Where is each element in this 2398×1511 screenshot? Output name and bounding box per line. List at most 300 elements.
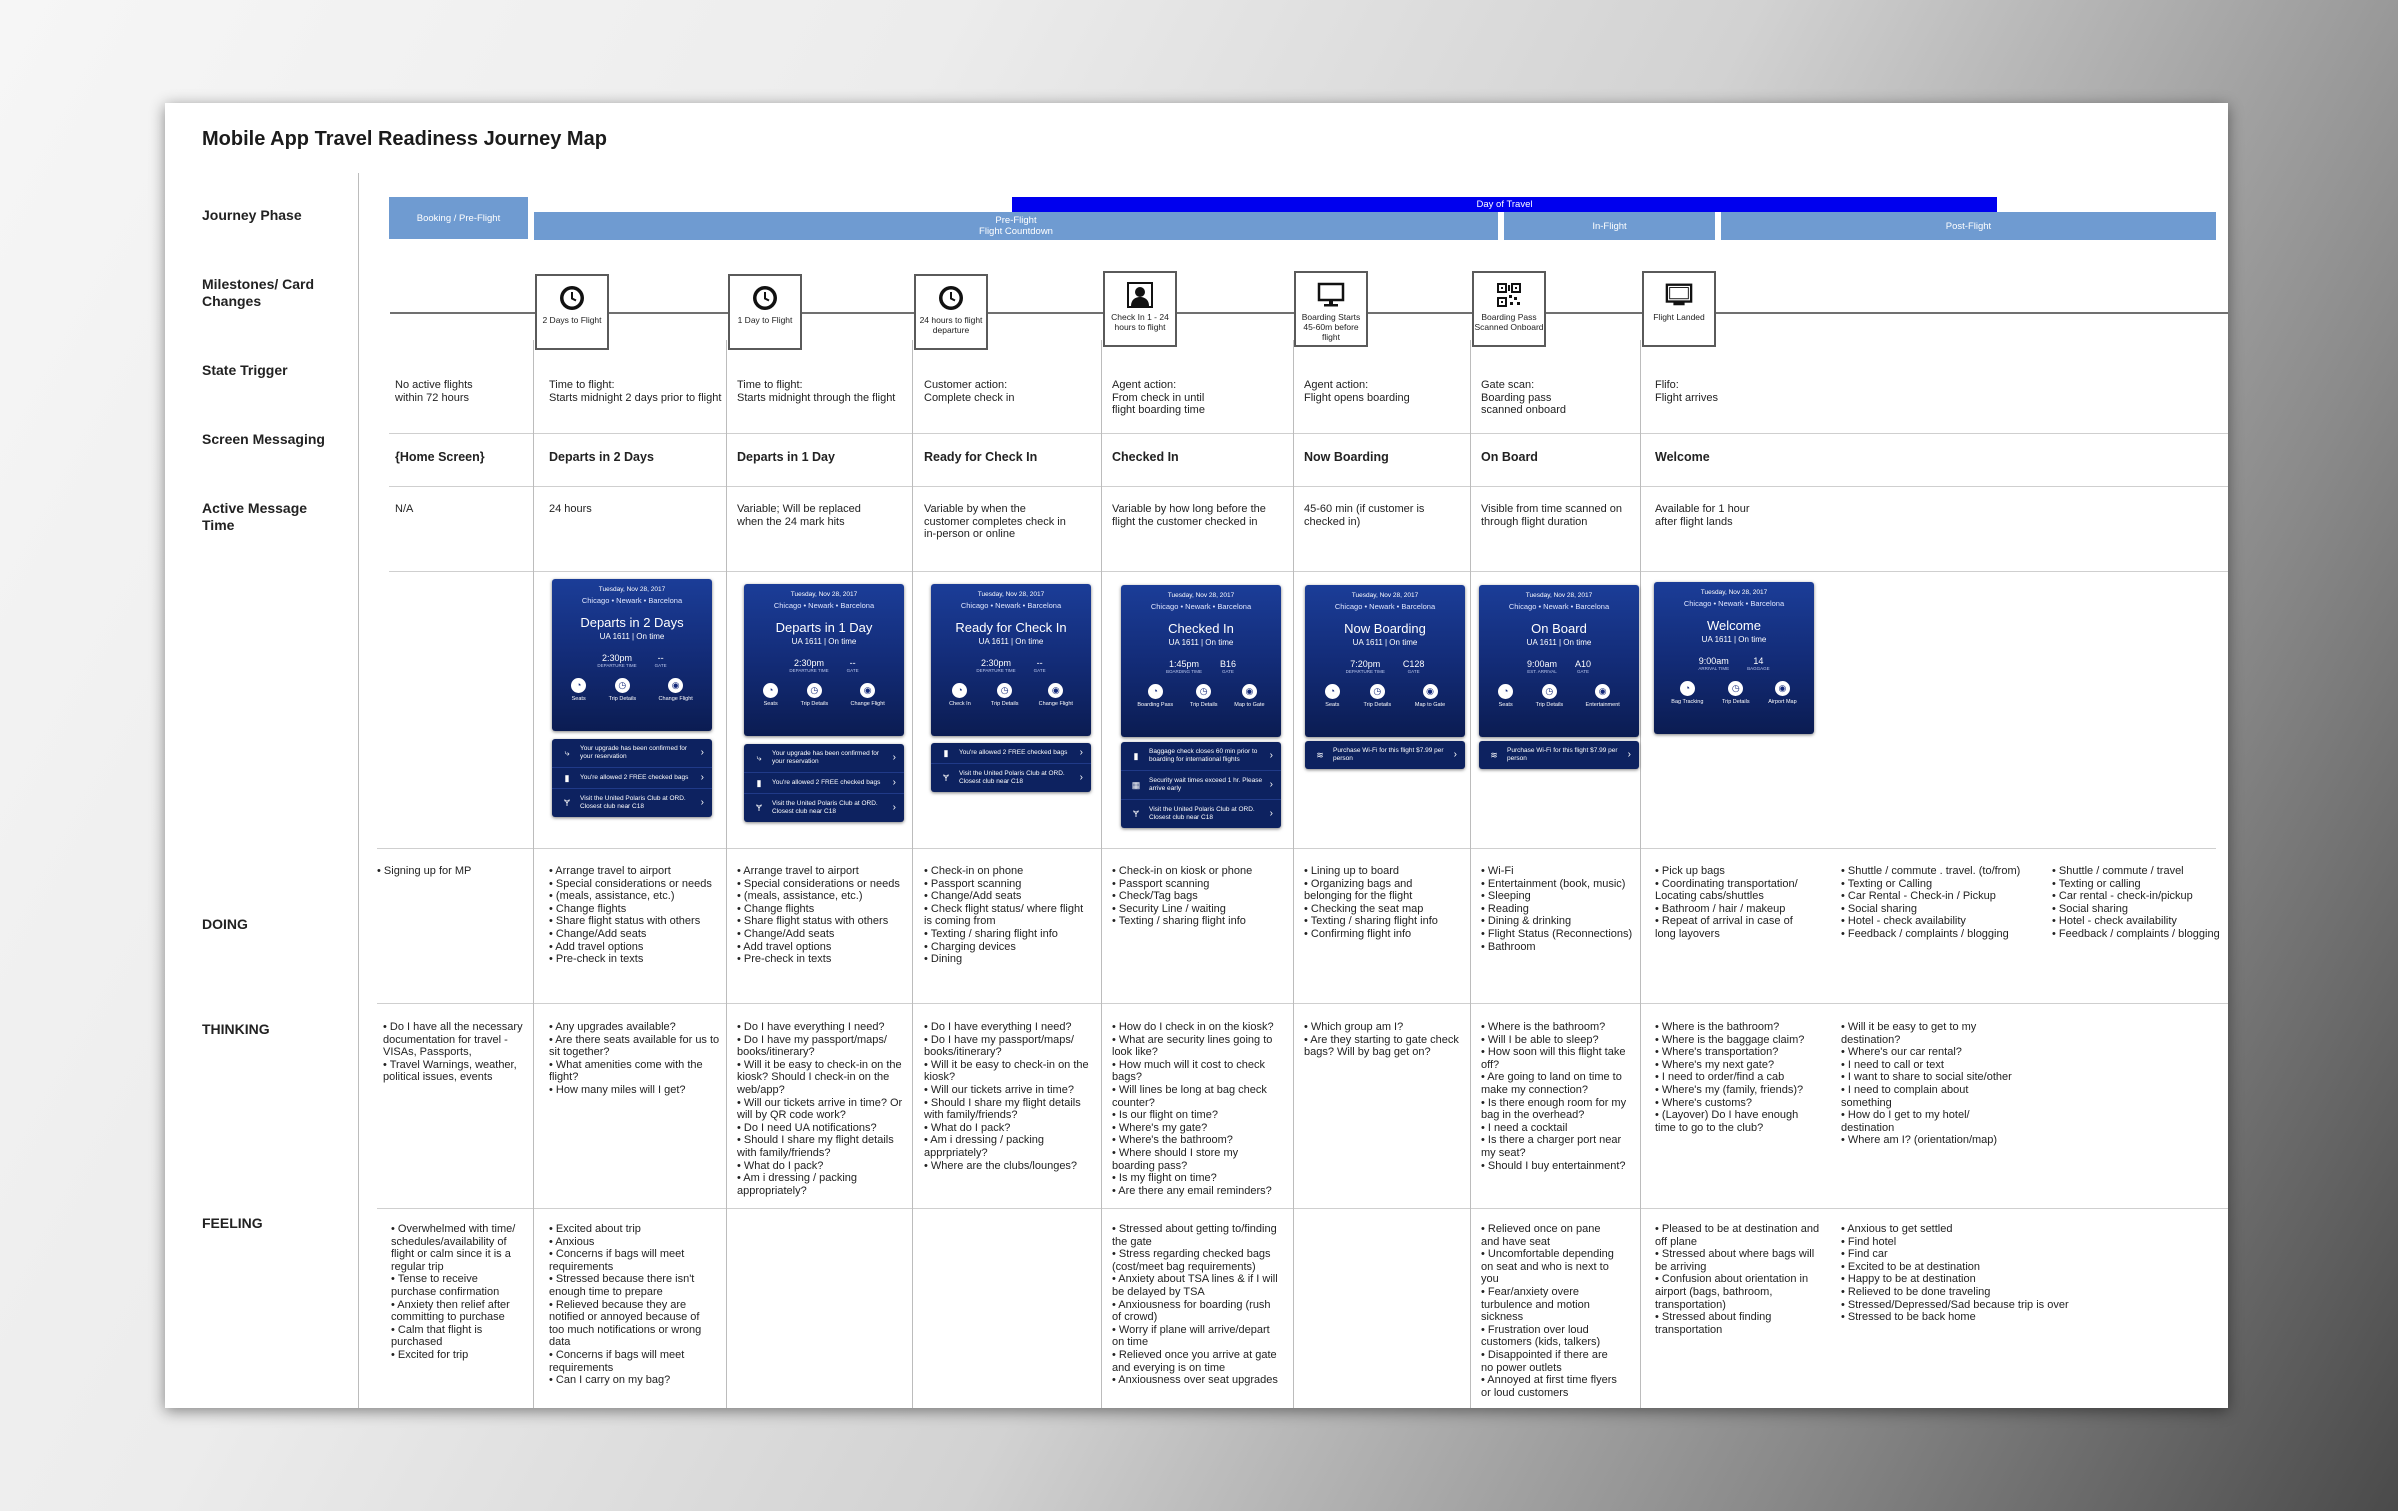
grid-line	[389, 433, 2228, 434]
phone-action-button[interactable]	[1498, 684, 1513, 708]
phone-date: Tuesday, Nov 28, 2017	[1525, 592, 1593, 599]
milestone-1-day	[728, 274, 802, 350]
label-screen-messaging: Screen Messaging	[202, 431, 325, 447]
phone-gate-label: GATE	[1577, 669, 1589, 674]
chevron-right-icon: ›	[1269, 750, 1273, 761]
phone-route: Chicago • Newark • Barcelona	[960, 601, 1062, 610]
phone-route: Chicago • Newark • Barcelona	[581, 596, 683, 605]
phone-time-value: 9:00am	[1698, 656, 1729, 666]
state-trigger-boarding: Agent action: Flight opens boarding	[1304, 379, 1410, 404]
phone-action-button[interactable]	[801, 683, 829, 707]
phone-action-icon: ◷	[807, 683, 822, 698]
phone-time-block	[1346, 659, 1385, 674]
milestone-label: Boarding Starts 45-60m before flight	[1301, 312, 1361, 342]
chevron-right-icon: ›	[1453, 749, 1457, 760]
milestone-label: 1 Day to Flight	[737, 315, 793, 325]
phone-gate-value: 14	[1753, 656, 1764, 666]
thinking-check-in: • Do I have everything I need? • Do I have my passport/maps/ books/itinerary? • Will it be easy to check-in on the kiosk? • Will our tickets arrive in time? • Should I share my flight details with family/friends? • What do I pack? • Am i dressing / packing apprpriately? • Where are the clubs/lounges?	[924, 1021, 1089, 1172]
doing-1-day: • Arrange travel to airport • Special considerations or needs • (meals, assistance, etc.) • Change flights • Share flight status with others • Change/Add seats • Add travel options • Pre-check in texts	[737, 865, 900, 966]
phone-action-label: Trip Details	[800, 701, 829, 707]
info-card-row[interactable]	[931, 743, 1091, 764]
thinking-1-day: • Do I have everything I need? • Do I have my passport/maps/ books/itinerary? • Will it be easy to check-in on the kiosk? Should I check-in on the web/app? • Will our tickets arrive in time? Or will by QR code work? • Do I need UA notifications? • Should I share my flight details with family/friends? • What do I pack? • Am i dressing / packing appropriately?	[737, 1021, 903, 1197]
phone-info-cards	[931, 743, 1091, 792]
info-card-row[interactable]	[931, 764, 1091, 792]
phone-status: Welcome	[1707, 618, 1761, 633]
phone-action-button[interactable]	[1137, 684, 1173, 708]
phone-action-label: Map to Gate	[1234, 702, 1265, 708]
feeling-2-days: • Excited about trip • Anxious • Concerns if bags will meet requirements • Stressed because there isn't enough time to prepare • Relieved because they are notified or annoyed because of too much notifications or wrong data • Concerns if bags will meet requirements • Can I carry on my bag?	[549, 1223, 702, 1387]
phone-gate-block	[847, 658, 859, 673]
phone-time-label: DEPARTURE TIME	[789, 668, 829, 673]
milestone-label: Flight Landed	[1653, 312, 1705, 322]
label-milestones: Milestones/ Card Changes	[202, 276, 315, 309]
phone-action-icon: ◷	[1728, 681, 1743, 696]
phone-action-icon: ◉	[1775, 681, 1790, 696]
chevron-right-icon: ›	[892, 802, 896, 813]
screen-message-home: {Home Screen}	[395, 450, 485, 464]
phone-action-button[interactable]	[1722, 681, 1750, 705]
thinking-on-board: • Where is the bathroom? • Will I be able to sleep? • How soon will this flight take off? • Are going to land on time to make my connection? • Is there enough room for my bag in the overhead? • I need a cocktail • Is there a charger port near my seat? • Should I buy entertainment?	[1481, 1021, 1627, 1172]
screen-message-checked-in: Checked In	[1112, 450, 1179, 464]
phone-date: Tuesday, Nov 28, 2017	[1167, 592, 1235, 599]
seat-icon: ⤷	[564, 748, 570, 758]
doing-post-flight-1: • Shuttle / commute . travel. (to/from) • Texting or Calling • Car Rental - Check-in / Pickup • Social sharing • Hotel - check availability • Feedback / complaints / blogging	[1841, 865, 2021, 940]
phone-action-button[interactable]	[949, 683, 971, 707]
phone-gate-block	[655, 653, 667, 668]
phase-pre-flight	[534, 212, 1498, 240]
info-card-row[interactable]	[1121, 771, 1281, 800]
phone-flight: UA 1611 | On time	[791, 637, 857, 646]
phone-action-button[interactable]	[1536, 684, 1564, 708]
phone-info-cards	[1121, 742, 1281, 828]
doing-post-flight-2: • Shuttle / commute / travel • Texting or calling • Car rental - check-in/pickup • Social sharing • Hotel - check availability • Feedback / complaints / blogging	[2052, 865, 2220, 940]
column-divider	[1101, 340, 1102, 1408]
active-time-boarding: 45-60 min (if customer is checked in)	[1304, 503, 1425, 528]
phase-booking-label: Booking / Pre-Flight	[416, 212, 501, 224]
column-divider	[1293, 340, 1294, 1408]
phone-action-icon: ◔	[1498, 684, 1513, 699]
info-card-text: Visit the United Polaris Club at ORD. Closest club near C18	[959, 770, 1065, 785]
phone-flight: UA 1611 | On time	[1352, 638, 1418, 647]
phone-action-button[interactable]	[609, 678, 637, 702]
phone-route: Chicago • Newark • Barcelona	[1150, 602, 1252, 611]
phone-action-button[interactable]	[1190, 684, 1218, 708]
phone-status: On Board	[1531, 621, 1587, 636]
phone-action-button[interactable]	[1768, 681, 1796, 705]
display-icon	[1665, 281, 1693, 309]
phone-gate-block	[1747, 656, 1770, 671]
info-card-row[interactable]	[1121, 742, 1281, 771]
phone-screen	[1654, 582, 1814, 734]
phone-screen	[931, 584, 1091, 736]
phone-flight: UA 1611 | On time	[1526, 638, 1592, 647]
feeling-booking: • Overwhelmed with time/ schedules/availability of flight or calm since it is a regular trip • Tense to receive purchase confirmation • Anxiety then relief after committing to purchase • Calm that flight is purchased • Excited for trip	[391, 1223, 516, 1361]
phone-gate-value: --	[1036, 658, 1043, 668]
info-card-row[interactable]	[1479, 741, 1639, 769]
doing-checked-in: • Check-in on kiosk or phone • Passport scanning • Check/Tag bags • Security Line / waiting • Texting / sharing flight info	[1112, 865, 1253, 928]
phone-status: Now Boarding	[1344, 621, 1426, 636]
bag-icon: ▮	[1133, 751, 1139, 761]
wifi-icon: ≋	[1490, 750, 1498, 760]
phone-action-label: Seats	[763, 701, 778, 707]
info-card-row[interactable]	[1305, 741, 1465, 769]
phone-action-icon: ◔	[571, 678, 586, 693]
chevron-right-icon: ›	[1269, 779, 1273, 790]
phone-action-button[interactable]	[1325, 684, 1340, 708]
phone-date: Tuesday, Nov 28, 2017	[598, 586, 666, 593]
active-time-check-in: Variable by when the customer completes check in in-person or online	[924, 503, 1066, 541]
screen-message-on-board: On Board	[1481, 450, 1538, 464]
agent-icon	[1126, 281, 1154, 309]
phone-action-label: Trip Details	[1535, 702, 1564, 708]
column-divider	[912, 340, 913, 1408]
phone-route: Chicago • Newark • Barcelona	[773, 601, 875, 610]
thinking-welcome: • Where is the bathroom? • Where is the baggage claim? • Where's transportation? • Where's my next gate? • I need to order/find a cab • Where's my (family, friends)? • Where's customs? • (Layover) Do I have enough time to go to the club?	[1655, 1021, 1805, 1134]
phone-flight: UA 1611 | On time	[599, 632, 665, 641]
phone-action-label: Trip Details	[990, 701, 1019, 707]
info-card-row[interactable]	[552, 768, 712, 789]
doing-welcome: • Pick up bags • Coordinating transportation/ Locating cabs/shuttles • Bathroom / hair / makeup • Repeat of arrival in case of long layovers	[1655, 865, 1798, 940]
phone-time-label: DEPARTURE TIME	[1345, 669, 1385, 674]
phone-action-button[interactable]	[1586, 684, 1620, 708]
info-card-text: Your upgrade has been confirmed for your reservation	[580, 745, 688, 760]
phone-action-button[interactable]	[659, 678, 693, 702]
phone-action-icon: ◉	[1595, 684, 1610, 699]
phone-route: Chicago • Newark • Barcelona	[1508, 602, 1610, 611]
phone-gate-label: GATE	[846, 668, 859, 673]
column-divider	[1470, 340, 1471, 1408]
active-time-on-board: Visible from time scanned on through flight duration	[1481, 503, 1623, 528]
active-time-welcome: Available for 1 hour after flight lands	[1655, 503, 1750, 528]
phone-action-icon: ◷	[997, 683, 1012, 698]
phone-action-icon: ◔	[1680, 681, 1695, 696]
phone-action-icon: ◷	[1196, 684, 1211, 699]
milestone-flight-landed	[1642, 271, 1716, 347]
column-divider	[1640, 340, 1641, 1408]
phone-time-value: 2:30pm	[794, 658, 825, 668]
phone-route: Chicago • Newark • Barcelona	[1683, 599, 1785, 608]
milestone-24-hours	[914, 274, 988, 350]
phone-time-block	[1698, 656, 1729, 671]
phone-action-icon: ◉	[860, 683, 875, 698]
thinking-2-days: • Any upgrades available? • Are there seats available for us to sit together? • What amenities come with the flight? • How many miles will I get?	[549, 1021, 720, 1096]
phase-booking	[389, 197, 528, 239]
phone-gate-label: GATE	[1222, 669, 1234, 674]
phone-action-button[interactable]	[763, 683, 778, 707]
phone-status: Departs in 2 Days	[580, 615, 684, 630]
info-card-text: Purchase Wi-Fi for this flight $7.99 per person	[1333, 747, 1444, 762]
phone-action-label: Trip Details	[1363, 702, 1392, 708]
phone-action-label: Seats	[1498, 702, 1513, 708]
phone-time-label: DEPARTURE TIME	[597, 663, 637, 668]
phone-route: Chicago • Newark • Barcelona	[1334, 602, 1436, 611]
phase-in-flight	[1504, 212, 1715, 240]
state-trigger-welcome: Flifo: Flight arrives	[1655, 379, 1718, 404]
phone-time-value: 2:30pm	[602, 653, 633, 663]
chevron-right-icon: ›	[700, 797, 704, 808]
phone-status: Ready for Check In	[955, 620, 1067, 635]
phone-status: Checked In	[1168, 621, 1234, 636]
phone-gate-value: --	[849, 658, 856, 668]
phone-time-block	[1166, 659, 1202, 674]
active-time-2-days: 24 hours	[549, 503, 592, 515]
phone-time-block	[976, 658, 1015, 673]
state-trigger-on-board: Gate scan: Boarding pass scanned onboard	[1481, 379, 1567, 417]
phone-info-cards	[744, 744, 904, 822]
clock-icon	[751, 284, 779, 312]
phone-time-label: BOARDING TIME	[1166, 669, 1202, 674]
phone-action-icon: ◷	[615, 678, 630, 693]
phone-gate-block	[1403, 659, 1425, 674]
chevron-right-icon: ›	[700, 747, 704, 758]
milestone-boarding-pass	[1472, 271, 1546, 347]
phone-time-value: 9:00am	[1526, 659, 1557, 669]
milestone-label: Boarding Pass Scanned Onboard	[1474, 312, 1544, 332]
phone-action-label: Map to Gate	[1414, 702, 1446, 708]
phone-time-block	[1527, 659, 1557, 674]
active-time-checked-in: Variable by how long before the flight the customer checked in	[1112, 503, 1266, 528]
phone-action-label: Airport Map	[1768, 699, 1797, 705]
column-divider	[533, 340, 534, 1408]
milestone-label: 24 hours to flight departure	[919, 315, 983, 335]
state-trigger-home: No active flights within 72 hours	[395, 379, 473, 404]
phone-gate-block	[1034, 658, 1046, 673]
state-trigger-2-days: Time to flight: Starts midnight 2 days prior to flight	[549, 379, 722, 404]
info-card-text: You're allowed 2 FREE checked bags	[772, 779, 881, 786]
phone-action-label: Boarding Pass	[1137, 702, 1174, 708]
phone-action-label: Check In	[949, 701, 971, 707]
phone-date: Tuesday, Nov 28, 2017	[1700, 589, 1768, 596]
wifi-icon: ≋	[1316, 750, 1324, 760]
phone-action-icon: ◉	[668, 678, 683, 693]
grid-line	[377, 1208, 2228, 1209]
phone-action-button[interactable]	[1234, 684, 1264, 708]
grid-line	[377, 848, 2216, 849]
thinking-post-flight: • Will it be easy to get to my destination? • Where's our car rental? • I need to call or text • I want to share to social site/other • I need to complain about something • How do I get to my hotel/ destination • Where am I? (orientation/map)	[1841, 1021, 2012, 1147]
screen-message-welcome: Welcome	[1655, 450, 1710, 464]
phone-action-button[interactable]	[1039, 683, 1073, 707]
screen-message-1-day: Departs in 1 Day	[737, 450, 835, 464]
phone-gate-label: GATE	[654, 663, 667, 668]
grid-line	[377, 1003, 2228, 1004]
label-state-trigger: State Trigger	[202, 362, 288, 378]
info-card-text: Security wait times exceed 1 hr. Please arrive early	[1149, 777, 1263, 792]
phone-action-button[interactable]	[1671, 681, 1703, 705]
phone-action-icon: ◔	[1148, 684, 1163, 699]
doing-2-days: • Arrange travel to airport • Special considerations or needs • (meals, assistance, etc.) • Change flights • Share flight status with others • Change/Add seats • Add travel options • Pre-check in texts	[549, 865, 712, 966]
info-card-text: Visit the United Polaris Club at ORD. Closest club near C18	[580, 795, 686, 810]
phone-action-label: Trip Details	[1189, 702, 1218, 708]
phone-action-label: Change Flight	[850, 701, 885, 707]
phone-time-value: 1:45pm	[1168, 659, 1199, 669]
clock-icon	[558, 284, 586, 312]
phone-action-label: Change Flight	[1038, 701, 1073, 707]
drink-icon: Ɏ	[563, 798, 570, 808]
phone-action-button[interactable]	[851, 683, 885, 707]
phone-time-value: 7:20pm	[1350, 659, 1381, 669]
phone-gate-block	[1575, 659, 1591, 674]
phone-time-block	[597, 653, 636, 668]
info-card-text: Purchase Wi-Fi for this flight $7.99 per person	[1507, 747, 1618, 762]
phone-action-label: Trip Details	[1722, 699, 1750, 705]
phone-gate-value: --	[657, 653, 664, 663]
phone-action-label: Entertainment	[1585, 702, 1620, 708]
label-journey-phase: Journey Phase	[202, 207, 302, 223]
phone-time-label: ARRIVAL TIME	[1698, 666, 1730, 671]
phone-gate-label: GATE	[1033, 668, 1046, 673]
info-card-row[interactable]	[744, 794, 904, 822]
monitor-icon	[1317, 281, 1345, 309]
column-divider	[726, 340, 727, 1408]
phone-action-icon: ◔	[1325, 684, 1340, 699]
milestone-label: 2 Days to Flight	[542, 315, 602, 325]
phase-day-of-travel-label: Day of Travel	[1476, 199, 1533, 210]
chevron-right-icon: ›	[1269, 808, 1273, 819]
info-card-text: You're allowed 2 FREE checked bags	[580, 774, 689, 781]
phone-action-button[interactable]	[571, 678, 586, 702]
phase-in-flight-label: In-Flight	[1592, 220, 1627, 232]
phone-gate-value: B16	[1219, 659, 1236, 669]
grid-line	[389, 486, 2228, 487]
info-card-row[interactable]	[744, 744, 904, 773]
phone-info-cards	[1305, 741, 1465, 769]
clock-icon	[937, 284, 965, 312]
grid-line	[389, 571, 2228, 572]
drink-icon: Ɏ	[755, 803, 762, 813]
phone-status: Departs in 1 Day	[775, 620, 873, 635]
feeling-on-board: • Relieved once on pane and have seat • Uncomfortable depending on seat and who is next to you • Fear/anxiety overe turbulence and motion sickness • Frustration over loud customers (kids, talkers) • Disappointed if there are no power outlets • Annoyed at first time flyers or loud customers	[1481, 1223, 1617, 1399]
state-trigger-1-day: Time to flight: Starts midnight through the flight	[737, 379, 896, 404]
phone-gate-label: BAGGAGE	[1747, 666, 1770, 671]
phase-post-flight	[1721, 212, 2216, 240]
milestone-label: Check In 1 - 24 hours to flight	[1111, 312, 1169, 332]
phone-flight: UA 1611 | On time	[1701, 635, 1767, 644]
phone-date: Tuesday, Nov 28, 2017	[790, 591, 858, 598]
info-card-text: Your upgrade has been confirmed for your reservation	[772, 750, 880, 765]
phone-screen	[1479, 585, 1639, 737]
phase-flight-countdown-label: Flight Countdown	[979, 226, 1053, 237]
phase-pre-flight-label: Pre-Flight	[995, 215, 1037, 226]
phone-action-icon: ◷	[1370, 684, 1385, 699]
phase-post-flight-label: Post-Flight	[1945, 220, 1992, 232]
bag-icon: ▮	[756, 778, 762, 788]
label-active-message-time: Active Message Time	[202, 500, 308, 533]
phone-flight: UA 1611 | On time	[1168, 638, 1234, 647]
screen-message-check-in: Ready for Check In	[924, 450, 1038, 464]
info-card-text: Visit the United Polaris Club at ORD. Closest club near C18	[772, 800, 878, 815]
phone-screen	[744, 584, 904, 736]
drink-icon: Ɏ	[942, 773, 949, 783]
phone-gate-block	[1220, 659, 1236, 674]
phone-action-label: Seats	[571, 696, 586, 702]
phone-time-value: 2:30pm	[981, 658, 1012, 668]
chevron-right-icon: ›	[700, 772, 704, 783]
phone-action-button[interactable]	[991, 683, 1019, 707]
doing-on-board: • Wi-Fi • Entertainment (book, music) • Sleeping • Reading • Dining & drinking • Flight Status (Reconnections) • Bathroom	[1481, 865, 1633, 953]
info-card-text: Baggage check closes 60 min prior to boarding for international flights	[1149, 748, 1258, 763]
info-card-text: Visit the United Polaris Club at ORD. Closest club near C18	[1149, 806, 1255, 821]
feeling-welcome: • Pleased to be at destination and off plane • Stressed about where bags will be arriving • Confusion about orientation in airport (bags, bathroom, transportation) • Stressed about finding transportation	[1655, 1223, 1820, 1336]
phone-time-label: DEPARTURE TIME	[976, 668, 1016, 673]
phase-day-of-travel	[1012, 197, 1997, 212]
chevron-right-icon: ›	[1079, 772, 1083, 783]
phone-action-button[interactable]	[1415, 684, 1445, 708]
phone-action-label: Change Flight	[658, 696, 693, 702]
phone-action-icon: ◉	[1048, 683, 1063, 698]
thinking-boarding: • Which group am I? • Are they starting to gate check bags? Will by bag get on?	[1304, 1021, 1459, 1059]
doing-booking: • Signing up for MP	[377, 865, 472, 877]
thinking-booking: • Do I have all the necessary documentation for travel - VISAs, Passports, • Travel Warnings, weather, political issues, events	[383, 1021, 523, 1084]
phone-screen	[1121, 585, 1281, 737]
phone-date: Tuesday, Nov 28, 2017	[977, 591, 1045, 598]
phone-action-icon: ◔	[952, 683, 967, 698]
phone-gate-label: GATE	[1407, 669, 1420, 674]
seat-icon: ⤷	[756, 753, 762, 763]
phone-action-button[interactable]	[1364, 684, 1392, 708]
page-title: Mobile App Travel Readiness Journey Map	[202, 128, 607, 150]
security-icon: ▦	[1131, 780, 1141, 790]
active-time-1-day: Variable; Will be replaced when the 24 mark hits	[737, 503, 861, 528]
milestone-check-in	[1103, 271, 1177, 347]
feeling-post-flight: • Anxious to get settled • Find hotel • Find car • Excited to be at destination • Happy to be at destination • Relieved to be done traveling • Stressed/Depressed/Sad because trip is over • Stressed to be back home	[1841, 1223, 2069, 1324]
label-doing: DOING	[202, 916, 248, 932]
screen-message-2-days: Departs in 2 Days	[549, 450, 654, 464]
screen-message-boarding: Now Boarding	[1304, 450, 1389, 464]
phone-gate-value: A10	[1575, 659, 1592, 669]
info-card-row[interactable]	[1121, 800, 1281, 828]
journey-map-sheet	[165, 103, 2228, 1408]
chevron-right-icon: ›	[892, 752, 896, 763]
phone-time-label: EST. ARRIVAL	[1527, 669, 1557, 674]
phone-screen	[1305, 585, 1465, 737]
chevron-right-icon: ›	[1079, 747, 1083, 758]
qr-code-icon	[1495, 281, 1523, 309]
doing-check-in: • Check-in on phone • Passport scanning • Change/Add seats • Check flight status/ where flight is coming from • Texting / sharing flight info • Charging devices • Dining	[924, 865, 1084, 966]
doing-boarding: • Lining up to board • Organizing bags and belonging for the flight • Checking the seat map • Texting / sharing flight info • Confirming flight info	[1304, 865, 1438, 940]
state-trigger-check-in: Customer action: Complete check in	[924, 379, 1015, 404]
chevron-right-icon: ›	[892, 777, 896, 788]
phone-gate-value: C128	[1402, 659, 1425, 669]
drink-icon: Ɏ	[1132, 809, 1139, 819]
bag-icon: ▮	[564, 773, 570, 783]
phone-flight: UA 1611 | On time	[978, 637, 1044, 646]
label-thinking: THINKING	[202, 1021, 270, 1037]
info-card-text: You're allowed 2 FREE checked bags	[959, 749, 1068, 756]
phone-info-cards	[1479, 741, 1639, 769]
phone-screen	[552, 579, 712, 731]
phone-action-label: Trip Details	[608, 696, 637, 702]
chevron-right-icon: ›	[1627, 749, 1631, 760]
phone-action-icon: ◉	[1423, 684, 1438, 699]
phone-action-icon: ◔	[763, 683, 778, 698]
phone-action-label: Seats	[1325, 702, 1340, 708]
milestone-boarding-starts	[1294, 271, 1368, 347]
info-card-row[interactable]	[552, 789, 712, 817]
phone-date: Tuesday, Nov 28, 2017	[1351, 592, 1419, 599]
info-card-row[interactable]	[552, 739, 712, 768]
bag-icon: ▮	[943, 748, 949, 758]
active-time-home: N/A	[395, 503, 414, 515]
label-feeling: FEELING	[202, 1215, 263, 1231]
phone-info-cards	[552, 739, 712, 817]
thinking-checked-in: • How do I check in on the kiosk? • What are security lines going to look like? • How much will it cost to check bags? • Will lines be long at bag check counter? • Is our flight on time? • Where's my gate? • Where's the bathroom? • Where should I store my boarding pass? • Is my flight on time? • Are there any email reminders?	[1112, 1021, 1274, 1197]
phone-action-icon: ◷	[1542, 684, 1557, 699]
label-column-divider	[358, 173, 359, 1408]
state-trigger-checked-in: Agent action: From check in until flight boarding time	[1112, 379, 1205, 417]
phone-time-block	[789, 658, 828, 673]
info-card-row[interactable]	[744, 773, 904, 794]
phone-action-label: Bag Tracking	[1671, 699, 1704, 705]
